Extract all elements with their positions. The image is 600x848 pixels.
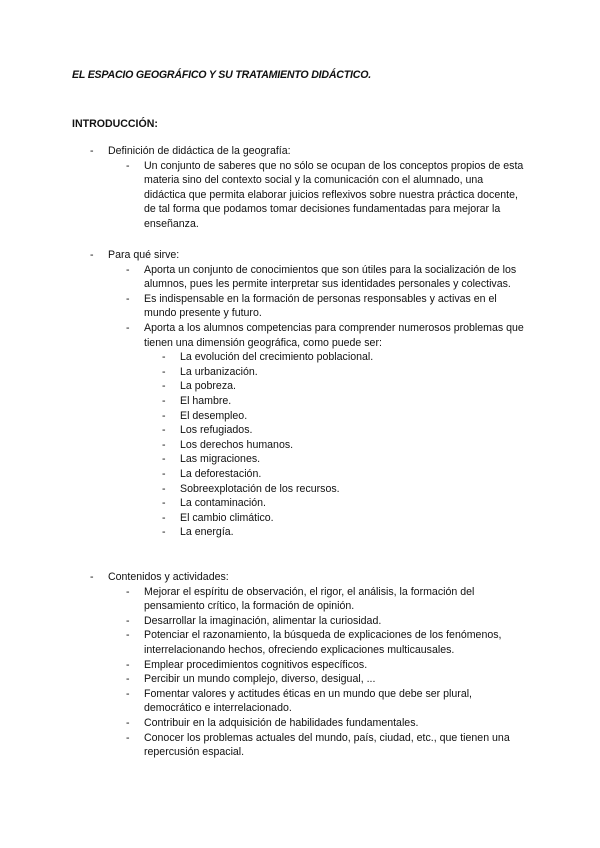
bullet-dash: - [162,438,166,451]
bullet-dash: - [126,731,130,744]
sub-list-item-text: La pobreza. [180,380,236,393]
bullet-dash: - [126,321,130,334]
sub-list-item [0,496,600,511]
list-item-text: Aporta un conjunto de conocimientos que son útiles para la socialización de los alumnos, pues les permite interpretar sus identidades personales y colectivas. [144,263,517,291]
sub-list-item [0,525,600,540]
list-item [0,263,524,292]
list-item [0,614,524,629]
section-heading-text: Definición de didáctica de la geografía: [108,145,291,157]
section-heading-text: Contenidos y actividades: [108,571,229,583]
list-item-text: Contribuir en la adquisición de habilidades fundamentales. [144,716,419,729]
sub-list-item-text: El cambio climático. [180,511,274,524]
bullet-dash: - [162,409,166,422]
sub-list-item [0,467,600,482]
section-definicion [0,144,600,232]
bullet-dash: - [162,365,166,378]
list-item-text: Emplear procedimientos cognitivos específicos. [144,658,368,671]
bullet-dash: - [90,249,94,261]
sub-list-item [0,423,600,438]
bullet-dash: - [162,351,166,364]
section-contenidos [0,570,600,760]
list-item-text: Un conjunto de saberes que no sólo se ocupan de los conceptos propios de esta materia sino del contexto social y la comunicación con el alumnado, una didáctica que permita elaborar juicios reflexivos sobre nuestra práctica docente, de tal forma que podamos tomar decisiones fundamentadas para mejorar la enseñanza. [144,159,524,230]
section-para-que-sirve [0,248,600,540]
bullet-dash: - [90,145,94,157]
sub-list-item [0,511,600,526]
sub-list-item-text: Los refugiados. [180,424,253,437]
bullet-dash: - [126,292,130,305]
list-item [0,321,524,350]
bullet-dash: - [162,467,166,480]
list-item [0,731,524,760]
list-item [0,292,524,321]
list-item-text: Percibir un mundo complejo, diverso, desigual, ... [144,673,376,686]
document-title: EL ESPACIO GEOGRÁFICO Y SU TRATAMIENTO DIDÁCTICO. [72,69,372,81]
bullet-dash: - [162,511,166,524]
bullet-dash: - [90,571,94,583]
sub-list-item-text: Las migraciones. [180,453,261,466]
list-item-text: Conocer los problemas actuales del mundo, país, ciudad, etc., que tienen una repercusión espacial. [144,731,510,759]
sub-list-item-text: La contaminación. [180,497,266,510]
list-item-text: Mejorar el espíritu de observación, el rigor, el análisis, la formación del pensamiento crítico, la formación de opinión. [144,585,475,613]
list-item [0,672,524,687]
sub-list-item [0,482,600,497]
sub-list-item-text: Los derechos humanos. [180,438,294,451]
list-item-text: Desarrollar la imaginación, alimentar la curiosidad. [144,614,382,627]
bullet-dash: - [162,453,166,466]
sub-list-item [0,350,600,365]
list-item-text: Potenciar el razonamiento, la búsqueda de explicaciones de los fenómenos, interrelacionando hechos, ofreciendo explicaciones multicausales. [144,629,502,656]
section-heading [0,144,600,159]
bullet-dash: - [162,497,166,510]
bullet-dash: - [126,716,130,729]
intro-heading: INTRODUCCIÓN: [72,118,158,130]
bullet-dash: - [162,526,166,539]
bullet-dash: - [126,687,130,700]
list-item [0,585,524,614]
sub-list-item-text: Sobreexplotación de los recursos. [180,482,340,495]
bullet-dash: - [162,380,166,393]
bullet-dash: - [126,159,130,172]
sub-list-item [0,438,600,453]
sub-list-item-text: El hambre. [180,394,232,407]
sub-list-item-text: La deforestación. [180,467,262,480]
section-heading [0,570,600,585]
sub-list-item [0,452,600,467]
sub-list-item [0,409,600,424]
bullet-dash: - [162,394,166,407]
bullet-dash: - [126,614,130,627]
bullet-dash: - [126,629,130,642]
sub-list-item [0,365,600,380]
sub-list-item [0,379,600,394]
bullet-dash: - [126,673,130,686]
sub-list-item [0,394,600,409]
bullet-dash: - [162,424,166,437]
list-item-text: Es indispensable en la formación de personas responsables y activas en el mundo presente y futuro. [144,292,497,320]
sub-list-item-text: La urbanización. [180,365,258,378]
bullet-dash: - [126,263,130,276]
sub-list-item-text: La evolución del crecimiento poblacional. [180,351,374,364]
sub-list-item-text: La energía. [180,526,234,539]
list-item-text: Fomentar valores y actitudes éticas en un mundo que debe ser plural, democrático e interrelacionado. [144,687,473,715]
sub-list-item-text: El desempleo. [180,409,248,422]
list-item [0,716,524,731]
list-item [0,628,524,657]
section-heading [0,248,600,263]
list-item [0,687,524,716]
bullet-dash: - [126,585,130,598]
bullet-dash: - [126,658,130,671]
section-heading-text: Para qué sirve: [108,249,180,261]
list-item [0,658,524,673]
list-item [0,159,524,232]
list-item-text: Aporta a los alumnos competencias para comprender numerosos problemas que tienen una dimensión geográfica, como puede ser: [144,321,524,349]
bullet-dash: - [162,482,166,495]
